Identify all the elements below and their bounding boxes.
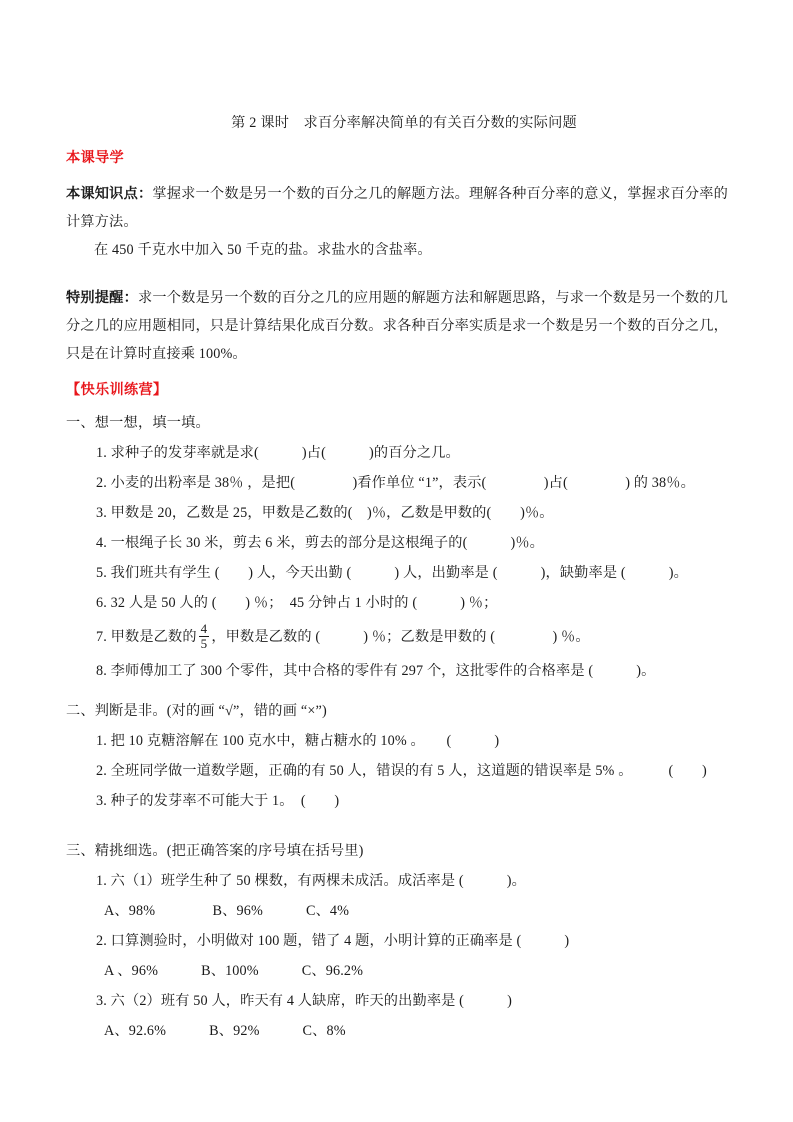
question7-prefix: 7. 甲数是乙数的 [96, 629, 197, 645]
document-content [66, 112, 728, 1046]
example-paragraph: 在 450 千克水中加入 50 千克的盐。求盐水的含盐率。 [94, 242, 432, 258]
section-two-heading: 二、判断是非。(对的画 “√”，错的画 “×”) [66, 703, 327, 719]
question-item: 8. 李师傅加工了 300 个零件，其中合格的零件有 297 个，这批零件的合格率是 ( )。 [96, 663, 656, 679]
spacer [66, 686, 728, 696]
tip-paragraph [66, 284, 728, 368]
question-item: 6. 32 人是 50 人的 ( ) ％； 45 分钟占 1 小时的 ( ) ％； [96, 595, 498, 611]
option-row: A 、96% B、100% C、96.2% [104, 963, 364, 979]
question-item: 3. 甲数是 20，乙数是 25，甲数是乙数的( )％，乙数是甲数的( )％。 [96, 505, 554, 521]
spacer [66, 368, 728, 378]
section-heading-guide: 本课导学 [66, 150, 124, 166]
spacer [66, 264, 728, 284]
option-row: A、98% B、96% C、4% [104, 903, 350, 919]
section-three-heading: 三、精挑细选。(把正确答案的序号填在括号里) [66, 843, 364, 859]
question7-suffix: ，甲数是乙数的 ( ) ％；乙数是甲数的 ( ) ％。 [211, 629, 590, 645]
question-item: 1. 求种子的发芽率就是求( )占( )的百分之几。 [96, 445, 460, 461]
spacer [66, 816, 728, 836]
tip-text: 求一个数是另一个数的百分之几的应用题的解题方法和解题思路，与求一个数是另一个数的几分之几的应用题相同，只是计算结果化成百分数。求各种百分率实质是求一个数是另一个数的百分之几，只是在计算时直接乘 100%。 [66, 290, 728, 362]
question-item: 1. 六（1）班学生种了 50 棵数，有两棵未成活。成活率是 ( )。 [96, 873, 526, 889]
option-row: A、92.6% B、92% C、8% [104, 1023, 346, 1039]
question-item: 2. 全班同学做一道数学题，正确的有 50 人，错误的有 5 人，这道题的错误率是 5% 。 ( ) [96, 763, 707, 779]
question-item: 3. 种子的发芽率不可能大于 1。 ( ) [96, 793, 340, 809]
question-item: 2. 小麦的出粉率是 38％ ，是把( )看作单位 “1”，表示( )占( ) 的 38％。 [96, 475, 695, 491]
fraction-four-fifths [199, 622, 210, 650]
question-item: 4. 一根绳子长 30 米，剪去 6 米，剪去的部分是这根绳子的( )％。 [96, 535, 545, 551]
spacer [66, 170, 728, 180]
knowledge-text: 掌握求一个数是另一个数的百分之几的解题方法。理解各种百分率的意义，掌握求百分率的计算方法。 [66, 186, 728, 230]
question-item: 3. 六（2）班有 50 人，昨天有 4 人缺席，昨天的出勤率是 ( ) [96, 993, 512, 1009]
knowledge-paragraph [66, 180, 728, 236]
tip-label: 特别提醒： [66, 290, 138, 306]
section-one-heading: 一、想一想，填一填。 [66, 415, 210, 431]
question-item: 1. 把 10 克糖溶解在 100 克水中，糖占糖水的 10% 。 ( ) [96, 733, 500, 749]
section-heading-training-camp: 【快乐训练营】 [66, 382, 168, 398]
knowledge-label: 本课知识点： [66, 186, 153, 202]
page-title: 第 2 课时 求百分率解决简单的有关百分数的实际问题 [231, 115, 577, 131]
question-item-fraction [66, 618, 728, 656]
fraction-numerator: 4 [200, 621, 208, 637]
question-item: 5. 我们班共有学生 ( ) 人，今天出勤 ( ) 人，出勤率是 ( )，缺勤率是 ( )。 [96, 565, 688, 581]
fraction-denominator: 5 [200, 635, 208, 651]
question-item: 2. 口算测验时，小明做对 100 题，错了 4 题，小明计算的正确率是 ( ) [96, 933, 570, 949]
